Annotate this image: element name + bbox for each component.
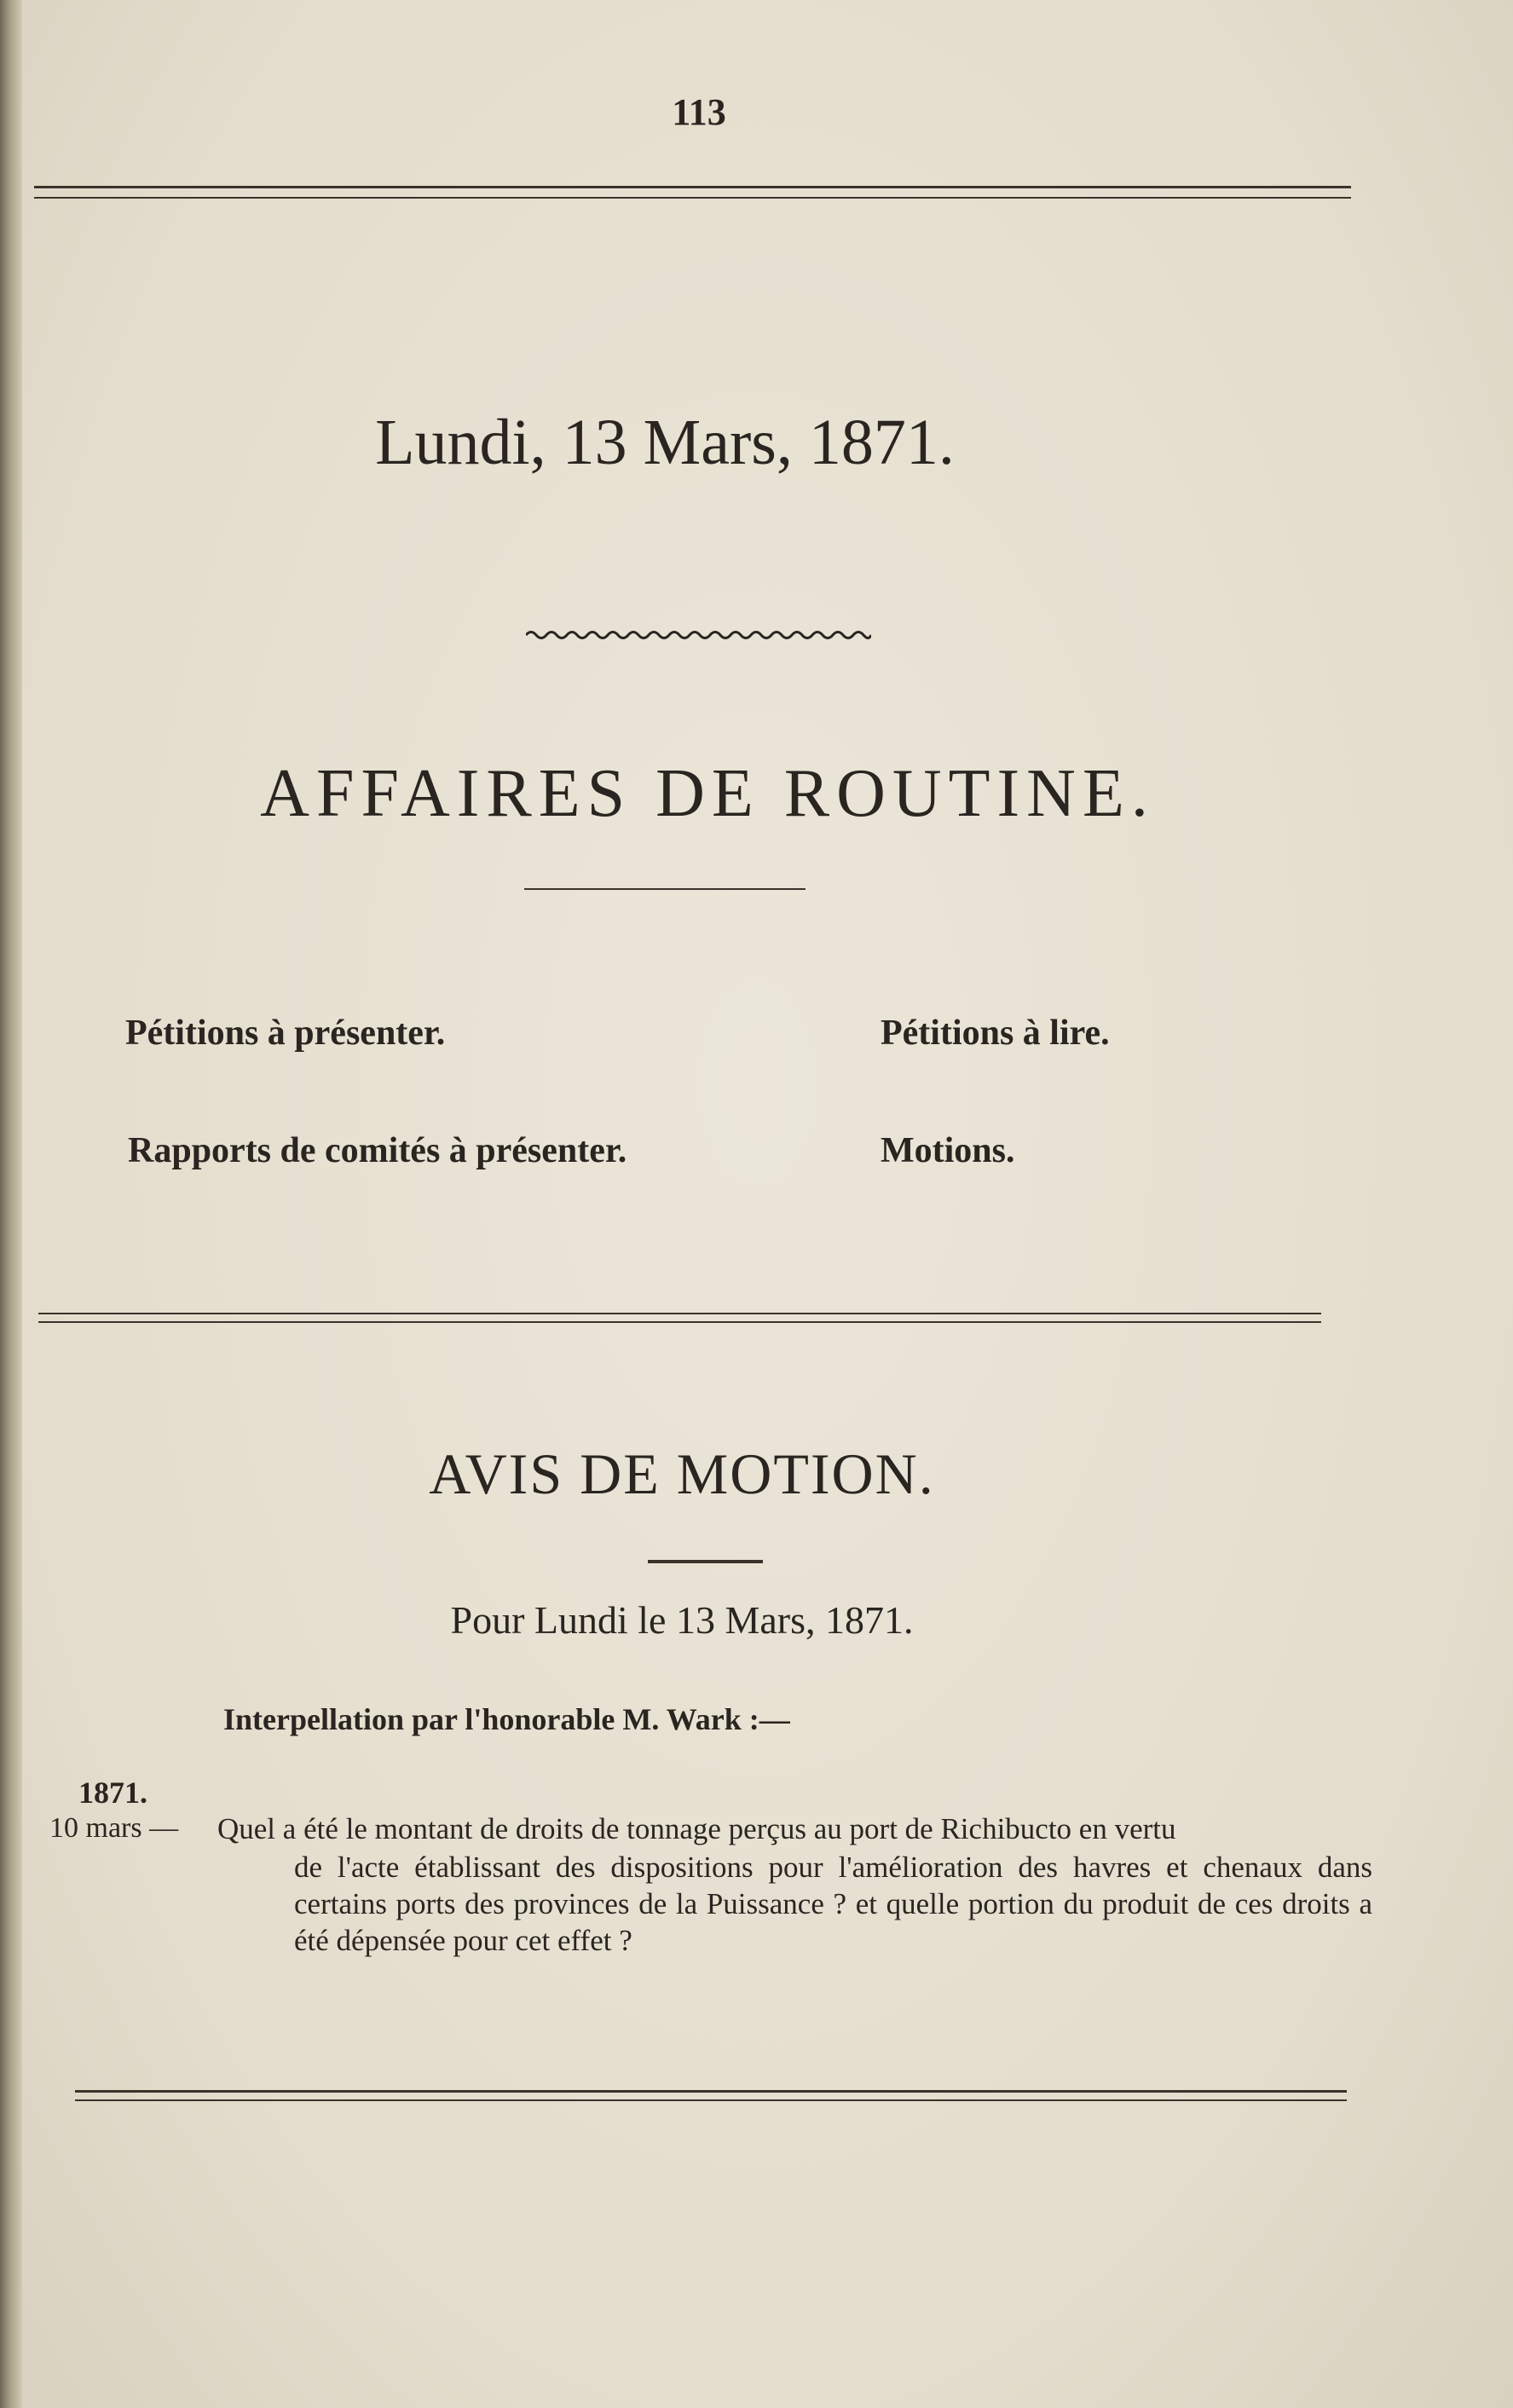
question-text: de l'acte établissant des dispositions pour l'amélioration des havres et chenaux dans certains ports des provinces de la Puissance ? et quelle portion du produit de ces droits a été dépensée pour cet effet ?	[294, 1851, 1372, 1957]
book-spine-shadow	[0, 0, 22, 2408]
routine-rule	[524, 888, 806, 890]
wavy-divider	[526, 627, 871, 643]
entry-date: 10 mars —	[49, 1812, 179, 1844]
notices-date: Pour Lundi le 13 Mars, 1871.	[450, 1598, 914, 1642]
committee-reports: Rapports de comités à présenter.	[128, 1131, 627, 1170]
question-first-line: Quel a été le montant de droits de tonnage perçus au port de Richibucto en vertu	[217, 1812, 1176, 1845]
petitions-to-read: Pétitions à lire.	[881, 1013, 1110, 1053]
routine-heading: AFFAIRES DE ROUTINE.	[260, 756, 1155, 831]
notices-heading: AVIS DE MOTION.	[429, 1441, 935, 1506]
sitting-date-title: Lundi, 13 Mars, 1871.	[375, 407, 955, 478]
interpellation-line: Interpellation par l'honorable M. Wark :—	[223, 1702, 790, 1736]
page-number: 113	[672, 91, 726, 133]
footer-rule	[75, 2090, 1347, 2101]
entry-year: 1871.	[78, 1776, 147, 1810]
header-rule	[34, 186, 1351, 199]
section-rule	[38, 1313, 1321, 1323]
notices-rule	[648, 1560, 763, 1563]
motions: Motions.	[881, 1131, 1015, 1170]
petitions-to-present: Pétitions à présenter.	[125, 1013, 446, 1053]
